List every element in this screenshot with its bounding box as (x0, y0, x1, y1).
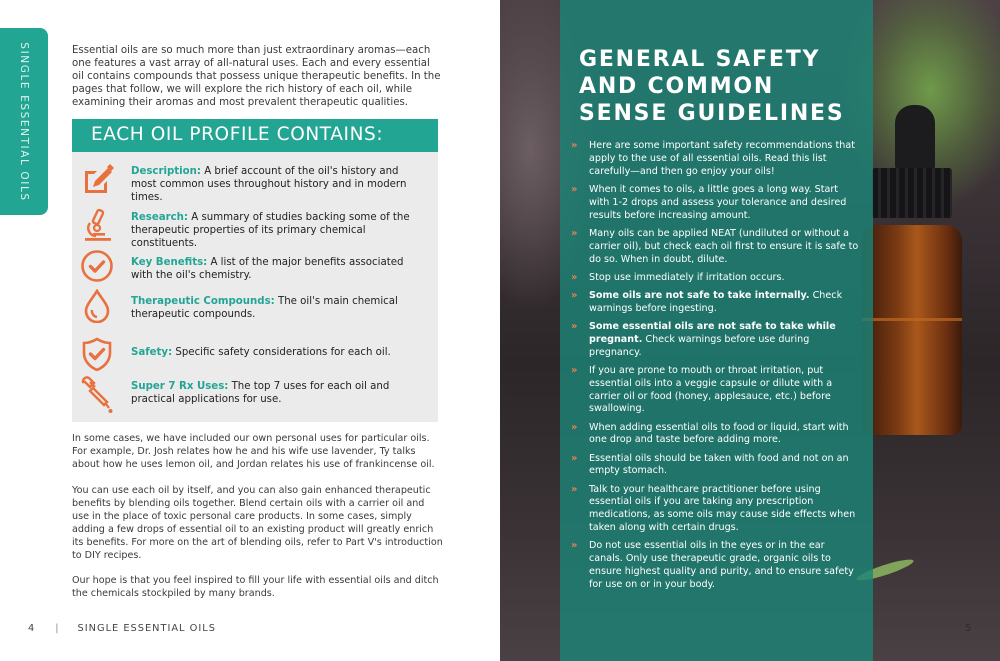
profile-item-text: Therapeutic Compounds: The oil's main chemical therapeutic compounds. (131, 296, 398, 320)
oil-profile-box (72, 119, 438, 422)
section-side-tab (0, 28, 48, 215)
shield-check-icon (80, 337, 114, 371)
intro-paragraph: Essential oils are so much more than just extraordinary aromas—each one features a vast array of all-natural uses. Each and every essential oil contains compounds that possess unique therapeutic benefits. In the pages that follow, we will explore the rich history of each oil, while examining their aromas and most prevalent therapeutic qualities. (72, 45, 441, 108)
edit-icon (80, 163, 114, 197)
dropper-icon (80, 376, 114, 414)
profile-item-text: Super 7 Rx Uses: The top 7 uses for each oil and practical applications for use. (131, 381, 390, 405)
guideline-item: » If you are prone to mouth or throat irritation, put essential oils into a veggie capsule or dilute with a carrier oil or food (honey, applesauce, etc.) before swallowing. (571, 364, 833, 415)
guideline-item: » When adding essential oils to food or liquid, start with one drop and taste before adding more. (571, 421, 849, 446)
drop-icon (80, 289, 114, 323)
bottle-highlight (862, 318, 962, 321)
page-number: 4 (28, 623, 36, 634)
guideline-item: » When it comes to oils, a little goes a long way. Start with 1-2 drops and assess your tolerance and desired results before increasing amount. (571, 183, 847, 221)
guideline-item: » Essential oils should be taken with food and not on an empty stomach. (571, 452, 849, 477)
profile-item-text: Key Benefits: A list of the major benefits associated with the oil's chemistry. (131, 257, 404, 281)
guideline-item: » Some essential oils are not safe to take while pregnant. Check warnings before use during pregnancy. (571, 320, 836, 358)
profile-item-text: Safety: Specific safety considerations for each oil. (131, 347, 391, 358)
guideline-item: » Many oils can be applied NEAT (undiluted or without a carrier oil), but check each oil first to ensure it is safe to do so. When in doubt, dilute. (571, 227, 859, 265)
bullet-icon: » (571, 289, 578, 301)
body-paragraph-blending: You can use each oil by itself, and you can also gain enhanced therapeutic benefits by blending oils together. Blend certain oils with a carrier oil and use in the place of toxic personal care products. In some cases, simply adding a few drops of essential oil to an existing product will greatly enrich its benefits. For more on the art of blending oils, refer to Part V's introduction to DIY recipes. (72, 485, 443, 561)
check-circle-icon (80, 249, 114, 283)
bullet-icon: » (571, 271, 578, 283)
dropper-bottle-collar-image (872, 168, 952, 218)
profile-box-title: EACH OIL PROFILE CONTAINS: (72, 119, 438, 152)
amber-bottle-image (862, 225, 962, 435)
bullet-icon: » (571, 421, 578, 433)
guideline-item: » Talk to your healthcare practitioner before using essential oils if you are taking any prescription medications, as some oils may cause side effects when taken along with certain drugs. (571, 483, 856, 534)
bullet-icon: » (571, 320, 578, 332)
right-page (500, 0, 1000, 661)
body-paragraph-personal-uses: In some cases, we have included our own personal uses for particular oils. For example, Dr. Josh relates how he and his wife use lavender, Ty talks about how he uses lemon oil, and Jordan relates his use of frankincense oil. (72, 433, 435, 470)
guideline-item: » Here are some important safety recommendations that apply to the use of all essential oils. Read this list carefully—and then go enjoy your oils! (571, 140, 855, 177)
safety-guidelines-list (571, 140, 861, 597)
dropper-bottle-cap-image (895, 105, 935, 170)
footer-section-name: SINGLE ESSENTIAL OILS (77, 623, 216, 634)
microscope-icon (80, 208, 114, 242)
profile-item-text: Research: A summary of studies backing some of the therapeutic properties of its primary chemical constituents. (131, 212, 410, 249)
guideline-item: » Some oils are not safe to take internally. Check warnings before ingesting. (571, 289, 843, 314)
bullet-icon: » (571, 483, 578, 495)
bullet-icon: » (571, 140, 578, 151)
side-tab-label: SINGLE ESSENTIAL OILS (18, 41, 30, 202)
body-paragraph-hope: Our hope is that you feel inspired to fill your life with essential oils and ditch the chemicals stockpiled by many brands. (72, 575, 439, 599)
bullet-icon: » (571, 183, 578, 195)
guideline-item: » Do not use essential oils in the eyes or in the ear canals. Only use therapeutic grade, organic oils to ensure highest quality and purity, and to ensure safety for use on or in your body. (571, 540, 854, 591)
safety-title: GENERAL SAFETY AND COMMON SENSE GUIDELINES (579, 47, 845, 126)
guideline-item: » Stop use immediately if irritation occurs. (571, 271, 785, 283)
footer-separator: | (55, 623, 60, 634)
bullet-icon: » (571, 452, 578, 464)
profile-item-text: Description: A brief account of the oil's history and most common uses throughout history and in modern times. (131, 166, 407, 203)
bullet-icon: » (571, 227, 578, 239)
bullet-icon: » (571, 364, 578, 376)
page-number-right: 5 (965, 623, 972, 634)
bullet-icon: » (571, 540, 578, 552)
page-footer-left (28, 623, 216, 634)
